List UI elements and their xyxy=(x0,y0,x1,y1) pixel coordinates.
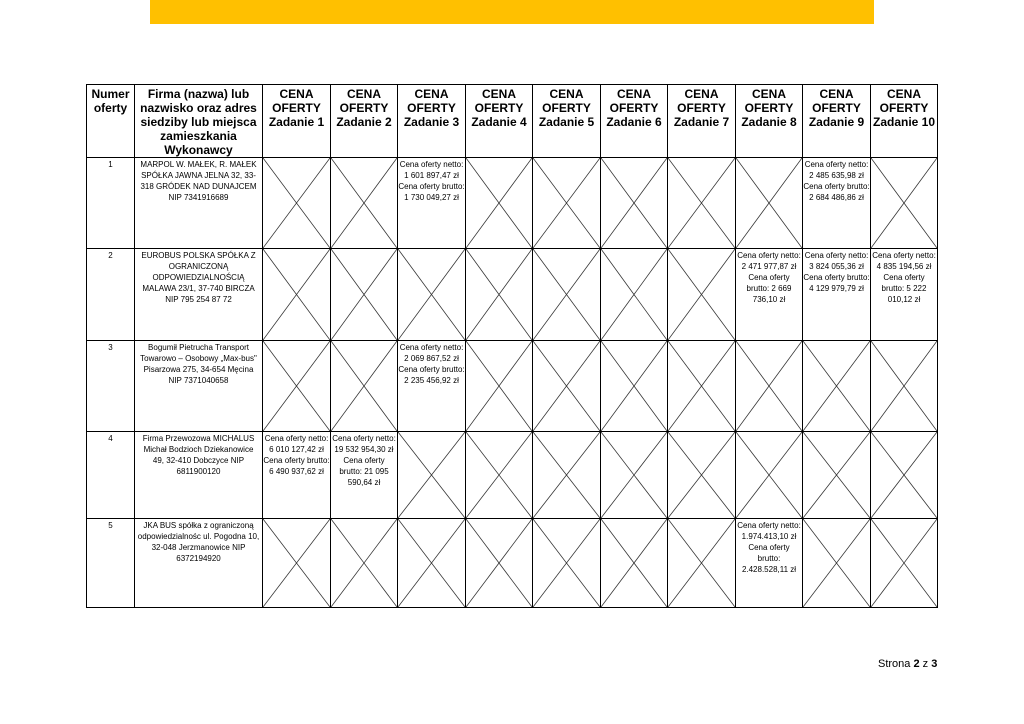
offer-number: 5 xyxy=(87,519,135,608)
header-task-4: CENA OFERTY Zadanie 4 xyxy=(466,85,533,158)
empty-cell xyxy=(736,341,803,432)
cross-mark-icon xyxy=(601,341,667,431)
offer-number: 4 xyxy=(87,432,135,519)
empty-cell xyxy=(263,158,331,249)
empty-cell xyxy=(871,432,938,519)
price-cell: Cena oferty netto: 3 824 055,36 zł Cena oferty brutto: 4 129 979,79 zł xyxy=(803,249,871,341)
cross-mark-icon xyxy=(331,249,397,340)
header-task-3: CENA OFERTY Zadanie 3 xyxy=(398,85,466,158)
header-task-1: CENA OFERTY Zadanie 1 xyxy=(263,85,331,158)
cross-mark-icon xyxy=(736,432,802,518)
offer-number: 2 xyxy=(87,249,135,341)
cross-mark-icon xyxy=(871,341,937,431)
cross-mark-icon xyxy=(601,249,667,340)
empty-cell xyxy=(263,249,331,341)
table-row xyxy=(87,158,938,249)
empty-cell xyxy=(331,158,398,249)
empty-cell xyxy=(466,519,533,608)
cross-mark-icon xyxy=(668,519,735,607)
cross-mark-icon xyxy=(736,158,802,248)
cross-mark-icon xyxy=(871,432,937,518)
header-task-2: CENA OFERTY Zadanie 2 xyxy=(331,85,398,158)
header-number: Numer oferty xyxy=(87,85,135,158)
empty-cell xyxy=(668,341,736,432)
table-row xyxy=(87,341,938,432)
cross-mark-icon xyxy=(803,432,870,518)
header-task-5: CENA OFERTY Zadanie 5 xyxy=(533,85,601,158)
cross-mark-icon xyxy=(331,341,397,431)
empty-cell xyxy=(871,341,938,432)
empty-cell xyxy=(533,341,601,432)
table-row xyxy=(87,249,938,341)
cross-mark-icon xyxy=(466,519,532,607)
page-number xyxy=(878,658,937,670)
cross-mark-icon xyxy=(533,432,600,518)
header-accent-bar xyxy=(150,0,874,24)
page-sep: z xyxy=(922,658,929,670)
empty-cell xyxy=(533,249,601,341)
cross-mark-icon xyxy=(263,519,330,607)
empty-cell xyxy=(601,432,668,519)
cross-mark-icon xyxy=(466,249,532,340)
header-task-10: CENA OFERTY Zadanie 10 xyxy=(871,85,938,158)
price-cell: Cena oferty netto: 2 069 867,52 zł Cena oferty brutto: 2 235 456,92 zł xyxy=(398,341,466,432)
cross-mark-icon xyxy=(803,341,870,431)
cross-mark-icon xyxy=(263,249,330,340)
price-cell: Cena oferty netto: 2 485 635,98 zł Cena oferty brutto: 2 684 486,86 zł xyxy=(803,158,871,249)
header-task-7: CENA OFERTY Zadanie 7 xyxy=(668,85,736,158)
empty-cell xyxy=(803,341,871,432)
cross-mark-icon xyxy=(668,249,735,340)
cross-mark-icon xyxy=(533,158,600,248)
cross-mark-icon xyxy=(398,249,465,340)
price-cell: Cena oferty netto: 6 010 127,42 zł Cena oferty brutto: 6 490 937,62 zł xyxy=(263,432,331,519)
table-body xyxy=(87,158,938,608)
cross-mark-icon xyxy=(668,158,735,248)
price-cell: Cena oferty netto: 4 835 194,56 zł Cena oferty brutto: 5 222 010,12 zł xyxy=(871,249,938,341)
firm-details: MARPOL W. MAŁEK, R. MAŁEK SPÓŁKA JAWNA JELNA 32, 33-318 GRÓDEK NAD DUNAJCEM NIP 7341916689 xyxy=(135,158,263,249)
cross-mark-icon xyxy=(533,249,600,340)
cross-mark-icon xyxy=(803,519,870,607)
empty-cell xyxy=(331,341,398,432)
empty-cell xyxy=(466,341,533,432)
empty-cell xyxy=(263,341,331,432)
firm-details: JKA BUS spółka z ograniczoną odpowiedzialnośc ul. Pogodna 10, 32-048 Jerzmanowice NIP 6372194920 xyxy=(135,519,263,608)
empty-cell xyxy=(466,249,533,341)
empty-cell xyxy=(601,519,668,608)
cross-mark-icon xyxy=(736,341,802,431)
empty-cell xyxy=(601,341,668,432)
empty-cell xyxy=(668,249,736,341)
empty-cell xyxy=(466,432,533,519)
empty-cell xyxy=(871,519,938,608)
cross-mark-icon xyxy=(466,341,532,431)
price-cell: Cena oferty netto: 1 601 897,47 zł Cena oferty brutto: 1 730 049,27 zł xyxy=(398,158,466,249)
table-row xyxy=(87,519,938,608)
cross-mark-icon xyxy=(466,432,532,518)
empty-cell xyxy=(263,519,331,608)
header-task-8: CENA OFERTY Zadanie 8 xyxy=(736,85,803,158)
offer-number: 1 xyxy=(87,158,135,249)
offer-number: 3 xyxy=(87,341,135,432)
header-firm: Firma (nazwa) lub nazwisko oraz adres siedziby lub miejsca zamieszkania Wykonawcy xyxy=(135,85,263,158)
empty-cell xyxy=(736,432,803,519)
empty-cell xyxy=(331,249,398,341)
page-total: 3 xyxy=(931,658,938,670)
page-current: 2 xyxy=(913,658,920,670)
empty-cell xyxy=(803,519,871,608)
empty-cell xyxy=(331,519,398,608)
table-row xyxy=(87,432,938,519)
header-task-9: CENA OFERTY Zadanie 9 xyxy=(803,85,871,158)
empty-cell xyxy=(601,249,668,341)
empty-cell xyxy=(398,249,466,341)
empty-cell xyxy=(736,158,803,249)
empty-cell xyxy=(533,432,601,519)
cross-mark-icon xyxy=(466,158,532,248)
cross-mark-icon xyxy=(533,341,600,431)
page-label: Strona xyxy=(878,658,911,670)
cross-mark-icon xyxy=(668,432,735,518)
firm-details: EUROBUS POLSKA SPÓŁKA Z OGRANICZONĄ ODPOWIEDZIALNOŚCIĄ MALAWA 23/1, 37-740 BIRCZA NIP 795 254 87 72 xyxy=(135,249,263,341)
cross-mark-icon xyxy=(668,341,735,431)
empty-cell xyxy=(601,158,668,249)
empty-cell xyxy=(466,158,533,249)
header-task-6: CENA OFERTY Zadanie 6 xyxy=(601,85,668,158)
empty-cell xyxy=(398,432,466,519)
empty-cell xyxy=(668,158,736,249)
cross-mark-icon xyxy=(871,519,937,607)
empty-cell xyxy=(533,158,601,249)
firm-details: Bogumił Pietrucha Transport Towarowo – Osobowy „Max-bus" Pisarzowa 275, 34-654 Męcina NIP 7371040658 xyxy=(135,341,263,432)
cross-mark-icon xyxy=(331,158,397,248)
cross-mark-icon xyxy=(263,158,330,248)
empty-cell xyxy=(668,519,736,608)
cross-mark-icon xyxy=(398,519,465,607)
empty-cell xyxy=(803,432,871,519)
cross-mark-icon xyxy=(601,158,667,248)
cross-mark-icon xyxy=(398,432,465,518)
empty-cell xyxy=(533,519,601,608)
empty-cell xyxy=(398,519,466,608)
cross-mark-icon xyxy=(533,519,600,607)
cross-mark-icon xyxy=(871,158,937,248)
price-cell: Cena oferty netto: 19 532 954,30 zł Cena oferty brutto: 21 095 590,64 zł xyxy=(331,432,398,519)
cross-mark-icon xyxy=(601,519,667,607)
cross-mark-icon xyxy=(263,341,330,431)
empty-cell xyxy=(668,432,736,519)
offers-table xyxy=(86,84,938,608)
cross-mark-icon xyxy=(601,432,667,518)
price-cell: Cena oferty netto: 2 471 977,87 zł Cena oferty brutto: 2 669 736,10 zł xyxy=(736,249,803,341)
header-row xyxy=(87,85,938,158)
cross-mark-icon xyxy=(331,519,397,607)
firm-details: Firma Przewozowa MICHALUS Michał Bodzioch Dziekanowice 49, 32-410 Dobczyce NIP 6811900120 xyxy=(135,432,263,519)
price-cell: Cena oferty netto: 1.974.413,10 zł Cena oferty brutto: 2.428.528,11 zł xyxy=(736,519,803,608)
empty-cell xyxy=(871,158,938,249)
